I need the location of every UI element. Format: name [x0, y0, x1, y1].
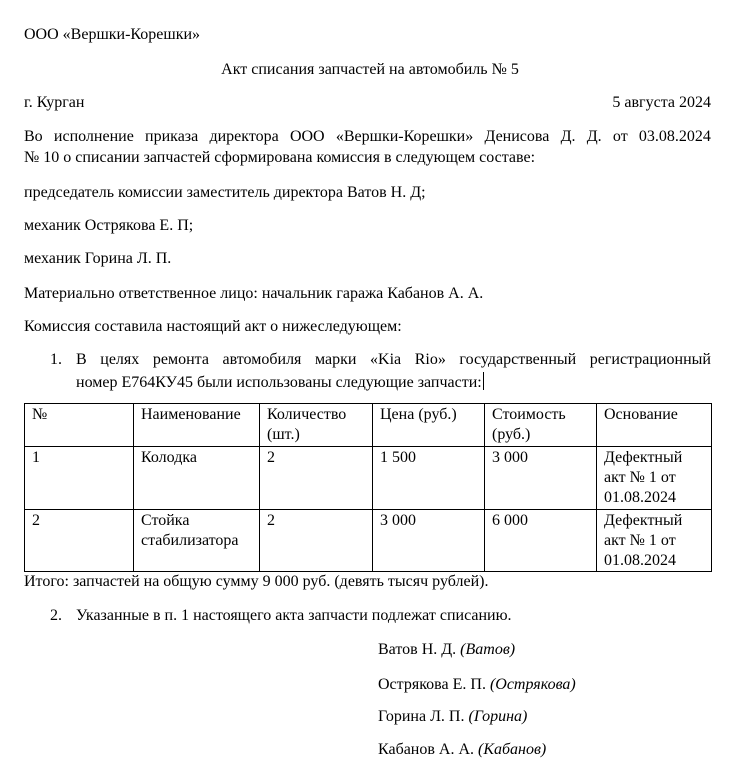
column-header-cost: Стоимость (руб.)	[485, 404, 597, 447]
item-2-text: Указанные в п. 1 настоящего акта запчасти подлежат списанию.	[76, 607, 512, 624]
column-header-price: Цена (руб.)	[373, 404, 485, 447]
cell-basis: Дефектный акт № 1 от 01.08.2024	[597, 447, 712, 510]
cell-price: 3 000	[373, 510, 485, 572]
signature-line: Кабанов А. А. (Кабанов)	[378, 741, 547, 758]
commission-member-2: механик Горина Л. П.	[24, 250, 172, 267]
signature: (Кабанов)	[478, 741, 547, 758]
intro-line-1: Во исполнение приказа директора ООО «Вершки-Корешки» Денисова Д. Д. от 03.08.2024	[24, 128, 711, 145]
cell-price: 1 500	[373, 447, 485, 510]
total-sum: Итого: запчастей на общую сумму 9 000 руб. (девять тысяч рублей).	[24, 573, 489, 590]
commission-member-1: механик Острякова Е. П;	[24, 217, 194, 234]
cell-name: Стойка стабилизатора	[134, 510, 260, 572]
organization-name: ООО «Вершки-Корешки»	[24, 26, 201, 43]
act-preamble: Комиссия составила настоящий акт о нижеследующем:	[24, 318, 402, 335]
signature: (Ватов)	[460, 641, 516, 658]
table-row	[25, 510, 712, 572]
item-1-line-1: В целях ремонта автомобиля марки «Kia Rio» государственный регистрационный	[76, 351, 711, 368]
document-title: Акт списания запчастей на автомобиль № 5	[221, 61, 519, 78]
parts-table	[24, 403, 712, 572]
cell-name: Колодка	[134, 447, 260, 510]
text-cursor	[483, 372, 484, 390]
signature: (Горина)	[468, 708, 528, 725]
table-row	[25, 447, 712, 510]
document-date: 5 августа 2024	[612, 94, 711, 111]
intro-line-2: № 10 о списании запчастей сформирована комиссия в следующем составе:	[24, 149, 536, 166]
signature-line: Ватов Н. Д. (Ватов)	[378, 641, 516, 658]
column-header-basis: Основание	[597, 404, 712, 447]
commission-chairman: председатель комиссии заместитель директора Ватов Н. Д;	[24, 184, 426, 201]
column-header-number: №	[25, 404, 134, 447]
cell-quantity: 2	[260, 447, 373, 510]
column-header-quantity: Количество (шт.)	[260, 404, 373, 447]
signature-line: Горина Л. П. (Горина)	[378, 708, 528, 725]
responsible-person: Материально ответственное лицо: начальник гаража Кабанов А. А.	[24, 285, 484, 302]
item-1-line-2: номер Е764КУ45 были использованы следующие запчасти:	[76, 374, 482, 391]
cell-cost: 6 000	[485, 510, 597, 572]
table-header-row	[25, 404, 712, 447]
cell-basis: Дефектный акт № 1 от 01.08.2024	[597, 510, 712, 572]
cell-number: 2	[25, 510, 134, 572]
cell-quantity: 2	[260, 510, 373, 572]
cell-cost: 3 000	[485, 447, 597, 510]
signature: (Острякова)	[489, 676, 576, 693]
city: г. Курган	[24, 94, 85, 111]
item-1-number: 1.	[50, 351, 62, 368]
column-header-name: Наименование	[134, 404, 260, 447]
signature-line: Острякова Е. П. (Острякова)	[378, 676, 576, 693]
cell-number: 1	[25, 447, 134, 510]
item-2-number: 2.	[50, 607, 62, 624]
